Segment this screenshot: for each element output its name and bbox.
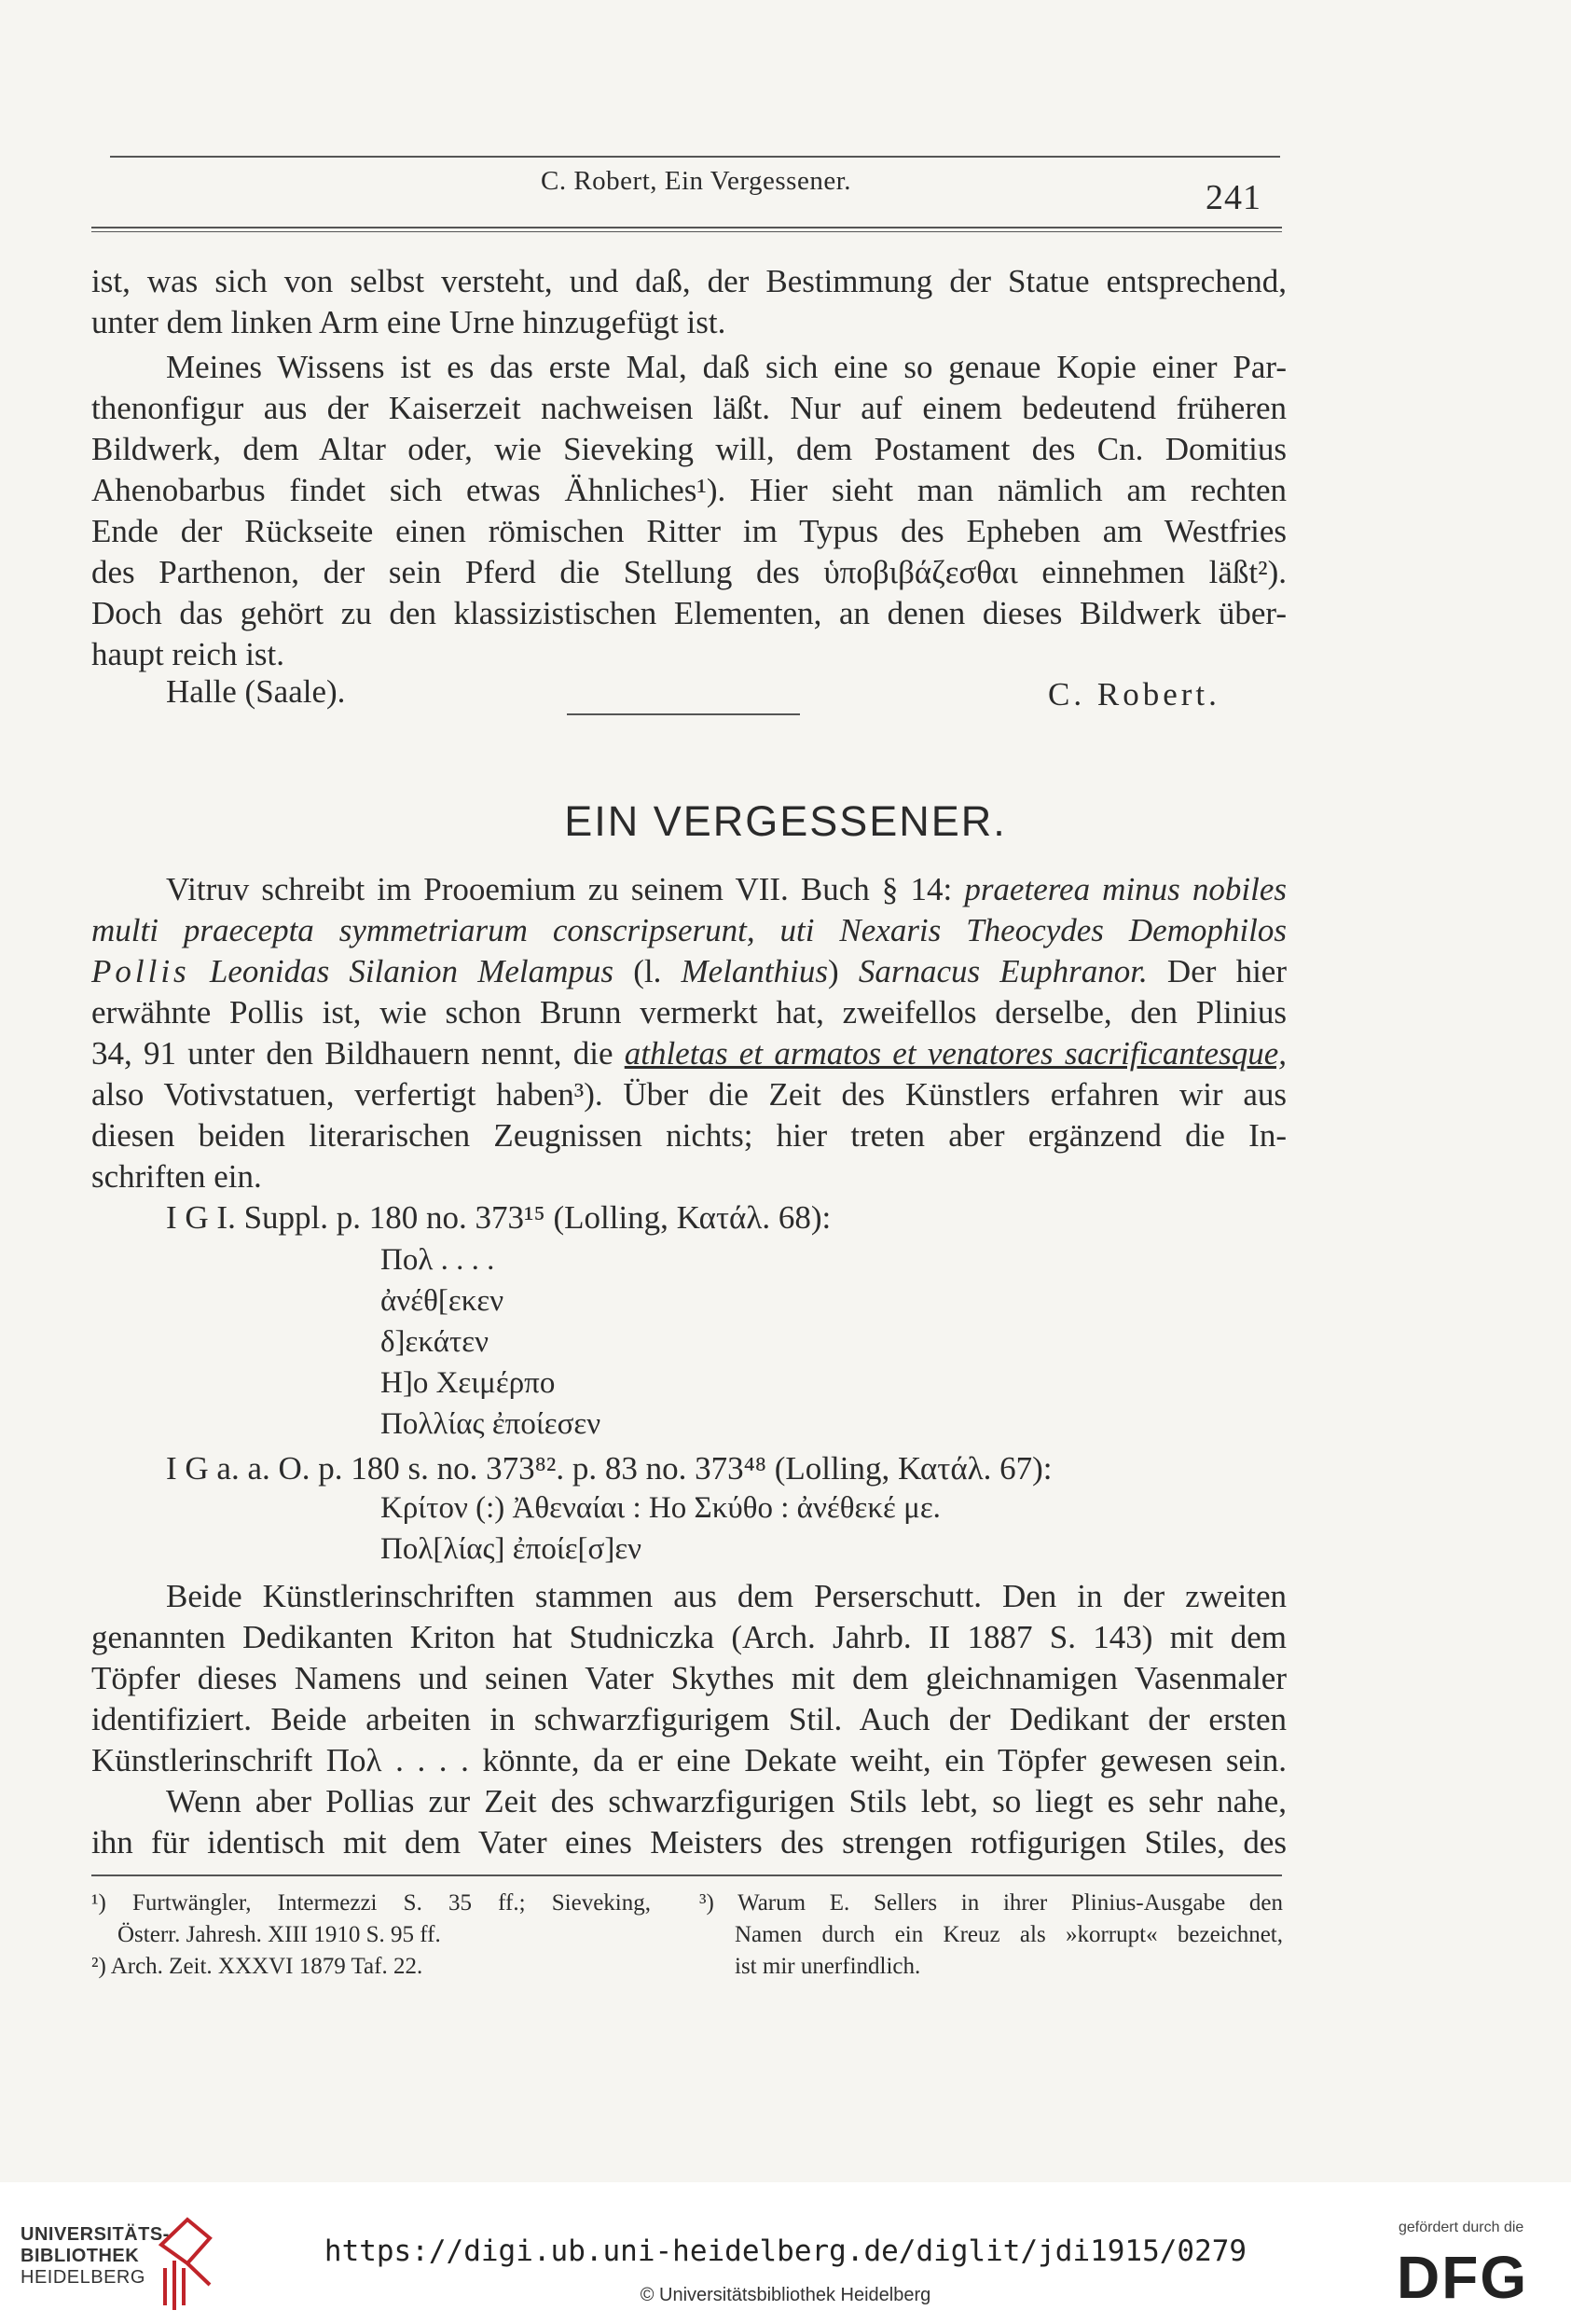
text-line: Bildwerk, dem Altar oder, wie Sieveking will, dem Postament des Cn. Domitius	[91, 431, 1287, 467]
footnote-1: ¹) Furtwängler, Intermezzi S. 35 ff.; Sieveking,	[91, 1890, 651, 1916]
header-rule-bottom	[91, 227, 1282, 228]
article-title: EIN VERGESSENER.	[564, 797, 1007, 845]
text-line: Töpfer dieses Namens und seinen Vater Skythes mit dem gleichnamigen Vasenmaler	[91, 1660, 1287, 1696]
library-name-line: UNIVERSITÄTS-	[21, 2224, 170, 2245]
header-rule-bottom-2	[91, 231, 1282, 232]
inscription-line: Πολ . . . .	[380, 1243, 495, 1277]
text-line: Pollis Leonidas Silanion Melampus (l. Melanthius) Sarnacus Euphranor. Der hier	[91, 953, 1287, 989]
footnote-3-cont: Namen durch ein Kreuz als »korrupt« bezeichnet,	[735, 1922, 1283, 1947]
text-line: des Parthenon, der sein Pferd die Stellung des ὑποβιβάζεσθαι einnehmen läßt²).	[91, 554, 1287, 590]
text-line: ihn für identisch mit dem Vater eines Meisters des strengen rotfigurigen Stiles, des	[91, 1824, 1287, 1861]
place-line: Halle (Saale).	[166, 673, 346, 710]
footnote-rule	[91, 1874, 1282, 1876]
inscription-line: ἀνέθ[εκεν	[380, 1284, 504, 1318]
text-line: Künstlerinschrift Πολ . . . . könnte, da er eine Dekate weiht, ein Töpfer gewesen sein.	[91, 1742, 1287, 1778]
inscription-line: Πολ[λίας] ἐποίε[σ]εν	[380, 1532, 642, 1566]
footnote-2: ²) Arch. Zeit. XXXVI 1879 Taf. 22.	[91, 1954, 423, 1979]
section-divider	[567, 713, 800, 715]
page-number: 241	[1206, 178, 1261, 217]
text-line: unter dem linken Arm eine Urne hinzugefügt ist.	[91, 304, 726, 340]
running-head: C. Robert, Ein Vergessener.	[541, 166, 851, 196]
text-line: identifiziert. Beide arbeiten in schwarzfigurigem Stil. Auch der Dedikant der ersten	[91, 1701, 1287, 1737]
text-line: Vitruv schreibt im Prooemium zu seinem VII. Buch § 14: praeterea minus nobiles	[166, 871, 1288, 907]
inscription-line: δ]εκάτεν	[380, 1325, 489, 1359]
inscription-line: Πολλίας ἐποίεσεν	[380, 1407, 601, 1441]
text-line: Meines Wissens ist es das erste Mal, daß sich eine so genaue Kopie einer Par-	[166, 349, 1287, 385]
inscription-line: Κρίτον (:) Ἀθεναίαι : Ηο Σκύθο : ἀνέθεκέ με.	[380, 1491, 941, 1525]
header-rule-top	[110, 156, 1280, 158]
ig-reference-1: I G I. Suppl. p. 180 no. 373¹⁵ (Lolling, Κατάλ. 68):	[166, 1199, 832, 1236]
text-line: 34, 91 unter den Bildhauern nennt, die athletas et armatos et venatores sacrificantesque,	[91, 1035, 1287, 1072]
text-line: genannten Dedikanten Kriton hat Studniczka (Arch. Jahrb. II 1887 S. 143) mit dem	[91, 1619, 1287, 1655]
text-line: diesen beiden literarischen Zeugnissen nichts; hier treten aber ergänzend die In-	[91, 1117, 1287, 1154]
text-line: Doch das gehört zu den klassizistischen Elementen, an denen dieses Bildwerk über-	[91, 595, 1287, 631]
footnote-1-cont: Österr. Jahresh. XIII 1910 S. 95 ff.	[117, 1922, 441, 1947]
text-line: Beide Künstlerinschriften stammen aus dem Perserschutt. Den in der zweiten	[166, 1578, 1287, 1614]
author-signature: C. Robert.	[1048, 676, 1220, 712]
footnote-3: ³) Warum E. Sellers in ihrer Plinius-Ausgabe den	[699, 1890, 1283, 1916]
footnote-3-cont: ist mir unerfindlich.	[735, 1954, 921, 1979]
ig-reference-2: I G a. a. O. p. 180 s. no. 373⁸². p. 83 no. 373⁴⁸ (Lolling, Κατάλ. 67):	[166, 1450, 1053, 1487]
text-line: erwähnte Pollis ist, wie schon Brunn vermerkt hat, zweifellos derselbe, den Plinius	[91, 994, 1287, 1031]
inscription-line: Η]ο Χειμέρπο	[380, 1366, 556, 1400]
text-line: Ahenobarbus findet sich etwas Ähnliches¹). Hier sieht man nämlich am rechten	[91, 472, 1287, 508]
text-line: haupt reich ist.	[91, 636, 285, 672]
library-name-line: HEIDELBERG	[21, 2267, 145, 2288]
text-line: thenonfigur aus der Kaiserzeit nachweisen läßt. Nur auf einem bedeutend früheren	[91, 390, 1287, 426]
library-name-line: BIBLIOTHEK	[21, 2246, 140, 2266]
text-line: schriften ein.	[91, 1158, 262, 1195]
text-line: multi praecepta symmetriarum conscripserunt, uti Nexaris Theocydes Demophilos	[91, 912, 1287, 948]
text-line: also Votivstatuen, verfertigt haben³). Über die Zeit des Künstlers erfahren wir aus	[91, 1076, 1287, 1113]
text-line: Ende der Rückseite einen römischen Ritter im Typus des Epheben am Westfries	[91, 513, 1287, 549]
permalink-url[interactable]: https://digi.ub.uni-heidelberg.de/diglit/jdi1915/0279	[324, 2234, 1247, 2268]
text-line: Wenn aber Pollias zur Zeit des schwarzfigurigen Stils lebt, so liegt es sehr nahe,	[166, 1783, 1287, 1819]
copyright-notice: © Universitätsbibliothek Heidelberg	[640, 2285, 931, 2305]
funding-label: gefördert durch die	[1399, 2220, 1524, 2235]
text-line: ist, was sich von selbst versteht, und daß, der Bestimmung der Statue entsprechend,	[91, 263, 1287, 299]
dfg-logo: DFG	[1397, 2244, 1529, 2311]
